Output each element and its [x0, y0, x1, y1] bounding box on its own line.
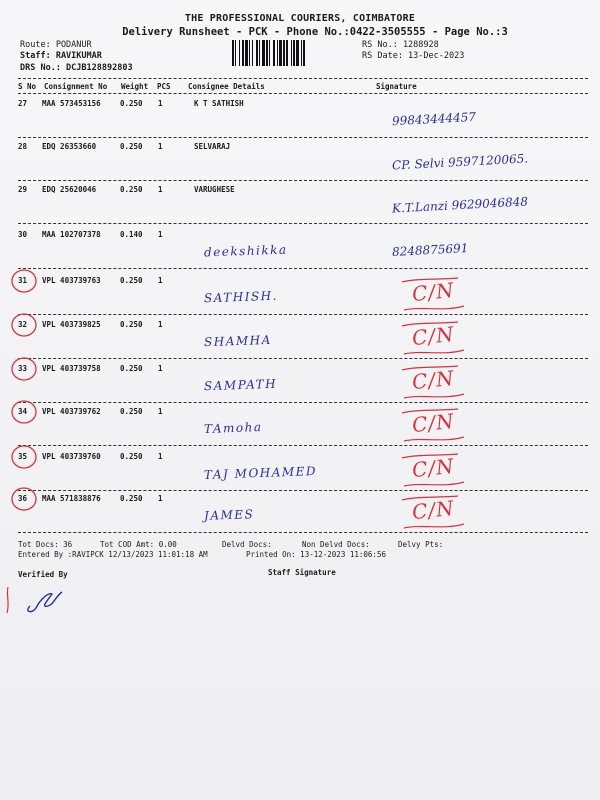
row-consignment-no: MAA 102707378: [42, 230, 101, 239]
row-pcs: 1: [158, 320, 163, 329]
handwritten-name: SHAMHA: [203, 332, 273, 350]
printed-on: Printed On: 13-12-2023 11:06:56: [246, 550, 386, 559]
divider: [18, 137, 588, 138]
row-pcs: 1: [158, 452, 163, 461]
staff-label: Staff: RAVIKUMAR: [20, 51, 102, 61]
red-circle-mark-icon: [9, 443, 39, 471]
row-consignee: K T SATHISH: [194, 99, 244, 108]
divider: [18, 93, 588, 94]
row-consignment-no: VPL 403739825: [42, 320, 101, 329]
handwritten-name: TAJ MOHAMED: [203, 464, 318, 482]
row-sno: 30: [18, 230, 28, 239]
verified-by: Verified By: [18, 570, 68, 579]
row-consignment-no: VPL 403739763: [42, 276, 101, 285]
barcode: [232, 40, 352, 66]
col-consignment: Consignment No: [44, 82, 108, 91]
row-pcs: 1: [158, 185, 163, 194]
row-consignment-no: VPL 403739758: [42, 364, 101, 373]
red-circle-mark-icon: [9, 398, 39, 426]
divider: [18, 532, 588, 533]
row-weight: 0.250: [120, 494, 143, 503]
col-pcs: PCS: [157, 82, 171, 91]
tot-docs: Tot Docs: 36: [18, 540, 73, 549]
tot-cod-amt: Tot COD Amt: 0.00: [100, 540, 177, 549]
row-consignee: VARUGHESE: [194, 185, 235, 194]
row-weight: 0.250: [120, 185, 143, 194]
divider: [18, 358, 588, 359]
row-sno: 32: [18, 320, 28, 329]
handwritten-signature: 99843444457: [391, 109, 477, 129]
row-sno: 34: [18, 407, 28, 416]
margin-mark-icon: [2, 585, 14, 615]
cin-stamp: C/N: [410, 365, 456, 395]
handwritten-name: SATHISH.: [203, 288, 279, 306]
company-title: THE PROFESSIONAL COURIERS, COIMBATORE: [184, 13, 416, 24]
divider: [18, 180, 588, 181]
divider: [18, 314, 588, 315]
divider: [18, 268, 588, 269]
divider: [18, 490, 588, 491]
col-signature: Signature: [376, 82, 417, 91]
row-sno: 35: [18, 452, 28, 461]
divider: [18, 445, 588, 446]
row-consignment-no: VPL 403739762: [42, 407, 101, 416]
row-consignment-no: VPL 403739760: [42, 452, 101, 461]
row-weight: 0.250: [120, 364, 143, 373]
red-circle-mark-icon: [9, 267, 39, 295]
red-circle-mark-icon: [9, 485, 39, 513]
row-consignment-no: MAA 571838876: [42, 494, 101, 503]
row-weight: 0.250: [120, 407, 143, 416]
handwritten-name: JAMES: [203, 507, 255, 523]
row-weight: 0.250: [120, 99, 143, 108]
divider: [18, 78, 588, 79]
row-pcs: 1: [158, 364, 163, 373]
red-circle-mark-icon: [9, 355, 39, 383]
row-consignee: SELVARAJ: [194, 142, 231, 151]
col-sno: S No: [18, 82, 37, 91]
row-sno: 31: [18, 276, 28, 285]
handwritten-signature: K.T.Lanzi 9629046848: [391, 194, 529, 216]
handwritten-name: SAMPATH: [203, 376, 278, 394]
delvd-docs: Delvd Docs:: [222, 540, 272, 549]
cin-stamp: C/N: [410, 453, 456, 483]
cin-stamp: C/N: [410, 408, 456, 438]
route-label: Route: PODANUR: [20, 40, 92, 50]
col-consignee: Consignee Details: [188, 82, 265, 91]
handwritten-name: deekshikka: [203, 242, 288, 260]
cin-stamp: C/N: [410, 495, 456, 525]
non-delvd-docs: Non Delvd Docs:: [302, 540, 370, 549]
row-pcs: 1: [158, 276, 163, 285]
handwritten-signature: 8248875691: [391, 241, 469, 259]
delvy-pts: Delvy Pts:: [398, 540, 444, 549]
row-consignment-no: EDQ 25620046: [42, 185, 97, 194]
row-weight: 0.250: [120, 320, 143, 329]
rs-number: RS No.: 1288928: [362, 40, 439, 50]
row-consignment-no: EDQ 26353660: [42, 142, 97, 151]
row-pcs: 1: [158, 142, 163, 151]
row-weight: 0.250: [120, 452, 143, 461]
entered-by: Entered By :RAVIPCK 12/13/2023 11:01:18 AM: [18, 550, 208, 559]
staff-signature-label: Staff Signature: [268, 568, 336, 577]
row-sno: 29: [18, 185, 28, 194]
row-sno: 33: [18, 364, 28, 373]
row-weight: 0.250: [120, 276, 143, 285]
row-weight: 0.140: [120, 230, 143, 239]
rs-date: RS Date: 13-Dec-2023: [362, 51, 465, 61]
divider: [18, 402, 588, 403]
row-pcs: 1: [158, 230, 163, 239]
runsheet-subtitle: Delivery Runsheet - PCK - Phone No.:0422-3505555 - Page No.:3: [122, 26, 508, 38]
drs-number: DRS No.: DCJB128892803: [20, 63, 133, 73]
row-sno: 28: [18, 142, 28, 151]
row-pcs: 1: [158, 494, 163, 503]
row-consignment-no: MAA 573453156: [42, 99, 101, 108]
cin-stamp: C/N: [410, 321, 456, 351]
row-sno: 36: [18, 494, 28, 503]
row-sno: 27: [18, 99, 28, 108]
col-weight: Weight: [121, 82, 149, 91]
row-weight: 0.250: [120, 142, 143, 151]
row-pcs: 1: [158, 99, 163, 108]
verifier-signature-icon: [22, 578, 72, 618]
handwritten-signature: CP. Selvi 9597120065.: [391, 151, 529, 173]
red-circle-mark-icon: [9, 311, 39, 339]
handwritten-name: TAmoha: [203, 419, 263, 437]
divider: [18, 223, 588, 224]
row-pcs: 1: [158, 407, 163, 416]
cin-stamp: C/N: [410, 277, 456, 307]
